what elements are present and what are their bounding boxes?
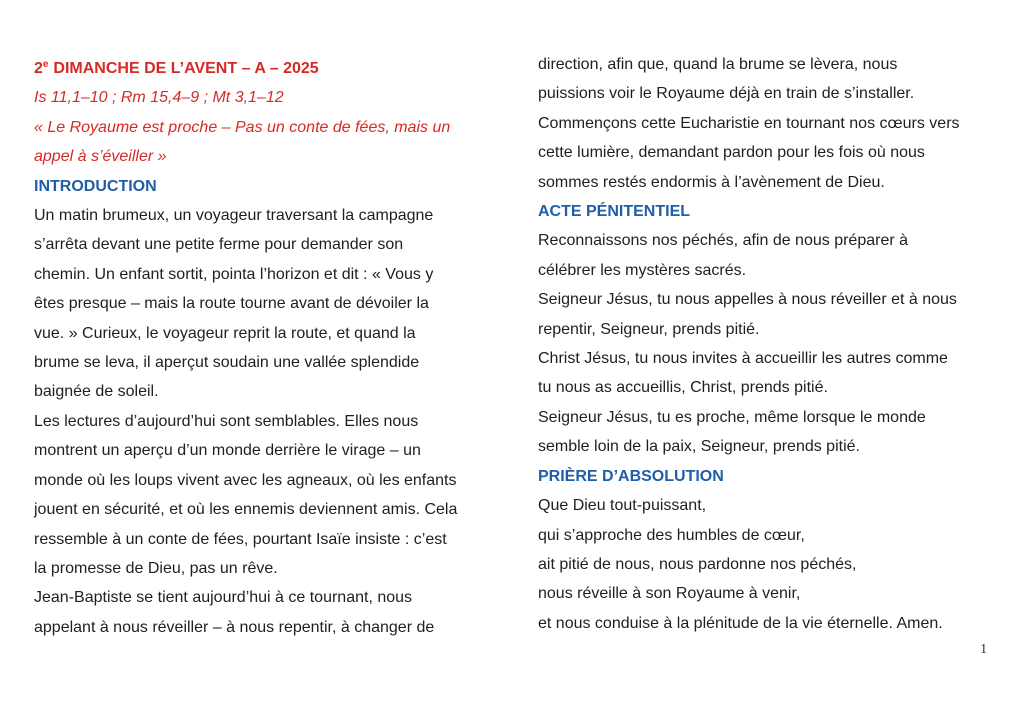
right-block-7-heading (538, 462, 998, 491)
text-line: puissions voir le Royaume déjà en train de s’installer. (538, 85, 915, 103)
text-line: s’arrêta devant une petite ferme pour demander son (34, 236, 404, 254)
text-line: semble loin de la paix, Seigneur, prends pitié. (538, 438, 860, 456)
left-block-6-body (34, 583, 494, 642)
document-title: 2e DIMANCHE DE L’AVENT – A – 2025 (34, 59, 319, 77)
text-line: tu nous as accueillis, Christ, prends pitié. (538, 379, 828, 397)
right-block-5-body (538, 344, 998, 403)
text-line: « Le Royaume est proche – Pas un conte de fées, mais un (34, 118, 451, 136)
text-line: montrent un aperçu d’un monde derrière le virage – un (34, 442, 421, 460)
left-block-3-heading (34, 172, 494, 201)
text-line: Un matin brumeux, un voyageur traversant la campagne (34, 207, 434, 225)
text-line: Jean-Baptiste se tient aujourd’hui à ce tournant, nous (34, 589, 413, 607)
text-line: Reconnaissons nos péchés, afin de nous préparer à (538, 232, 909, 250)
text-line: appel à s’éveiller » (34, 148, 167, 166)
text-line: jouent en sécurité, et où les ennemis deviennent amis. Cela (34, 501, 458, 519)
text-line: appelant à nous réveiller – à nous repentir, à changer de (34, 618, 435, 636)
text-line: Seigneur Jésus, tu es proche, même lorsque le monde (538, 408, 926, 426)
left-column (34, 50, 494, 642)
right-column (538, 50, 998, 642)
section-heading: PRIÈRE D’ABSOLUTION (538, 467, 724, 485)
right-block-6-body (538, 403, 998, 462)
left-block-1-red-italic (34, 83, 494, 112)
text-line: célébrer les mystères sacrés. (538, 261, 747, 279)
text-line: êtes presque – mais la route tourne avant de dévoiler la (34, 295, 429, 313)
text-line: qui s’approche des humbles de cœur, (538, 526, 805, 544)
text-line: Christ Jésus, tu nous invites à accueillir les autres comme (538, 350, 948, 368)
left-block-5-body (34, 407, 494, 583)
text-line: repentir, Seigneur, prends pitié. (538, 320, 760, 338)
text-line: ait pitié de nous, nous pardonne nos péchés, (538, 555, 857, 573)
right-block-3-body (538, 226, 998, 285)
right-block-1-body (538, 109, 998, 197)
text-line: Les lectures d’aujourd’hui sont semblables. Elles nous (34, 412, 419, 430)
text-line: nous réveille à son Royaume à venir, (538, 585, 801, 603)
text-line: baignée de soleil. (34, 383, 159, 401)
right-block-2-heading (538, 197, 998, 226)
left-block-4-body (34, 201, 494, 407)
right-block-0-body (538, 50, 998, 109)
left-block-0-title (34, 50, 494, 83)
right-block-8-body (538, 491, 998, 638)
text-line: monde où les loups vivent avec les agneaux, où les enfants (34, 471, 457, 489)
text-line: Is 11,1–10 ; Rm 15,4–9 ; Mt 3,1–12 (34, 89, 284, 107)
text-line: sommes restés endormis à l’avènement de Dieu. (538, 173, 885, 191)
text-line: cette lumière, demandant pardon pour les fois où nous (538, 144, 925, 162)
text-line: Seigneur Jésus, tu nous appelles à nous réveiller et à nous (538, 291, 957, 309)
text-line: chemin. Un enfant sortit, pointa l’horizon et dit : « Vous y (34, 265, 434, 283)
left-block-2-red-italic (34, 113, 494, 172)
text-line: la promesse de Dieu, pas un rêve. (34, 559, 278, 577)
page-number: 1 (980, 641, 987, 656)
text-line: ressemble à un conte de fées, pourtant Isaïe insiste : c’est (34, 530, 447, 548)
text-line: Que Dieu tout-puissant, (538, 497, 707, 515)
text-line: direction, afin que, quand la brume se lèvera, nous (538, 56, 898, 73)
two-column-layout (34, 50, 998, 642)
right-block-4-body (538, 285, 998, 344)
text-line: brume se leva, il aperçut soudain une vallée splendide (34, 354, 420, 372)
section-heading: ACTE PÉNITENTIEL (538, 203, 691, 221)
text-line: et nous conduise à la plénitude de la vie éternelle. Amen. (538, 614, 943, 632)
text-line: Commençons cette Eucharistie en tournant nos cœurs vers (538, 114, 960, 132)
section-heading: INTRODUCTION (34, 177, 157, 195)
text-line: vue. » Curieux, le voyageur reprit la route, et quand la (34, 324, 416, 342)
